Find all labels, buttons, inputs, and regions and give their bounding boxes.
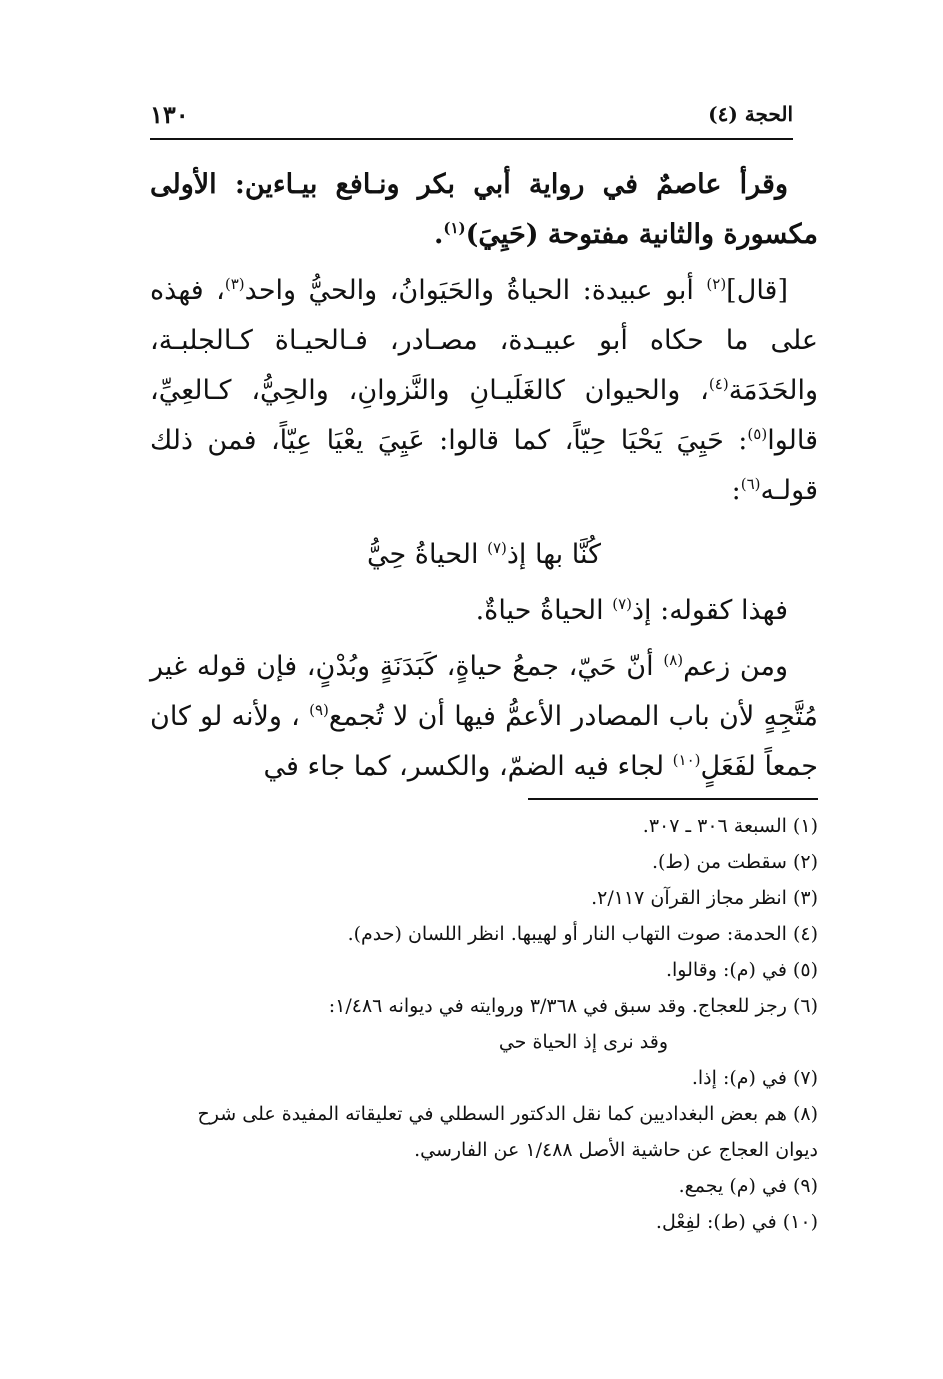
verse-text-a: كُنَّا بها إذ [506,539,601,570]
footnote-ref-7a: (٧) [487,539,507,557]
page-number: ١٣٠ [150,99,189,129]
footnote-item: (١) السبعة ٣٠٦ ـ ٣٠٧. [642,815,818,837]
paragraph-4-text-d: لجاء فيه الضمّ، والكسر، كما جاء في [263,751,673,782]
footnote-item: (١٠) في (ط): لفِعْل. [655,1211,818,1233]
paragraph-4 [150,642,818,792]
footnote-ref-2: (٢) [706,275,727,293]
page-header [150,96,793,140]
paragraph-1-text: وقرأ عاصمٌ في رواية أبي بكر ونـافع بيـاءين: الأولى مكسورة والثانية مفتوحة (حَيِيَ) [150,169,818,250]
paragraph-2-text-a: [قال] [726,275,788,306]
footnote-item: (٩) في (م) يجمع. [678,1175,818,1197]
footnote-verse: وقد نرى إذ الحياة حي [498,1031,668,1053]
paragraph-1 [150,160,818,260]
footnote-item: (٥) في (م): وقالوا. [665,959,818,981]
paragraph-1-end: . [433,219,444,250]
footnotes [150,808,818,1240]
paragraph-2-text-f: : [731,475,741,506]
footnote-item: (٣) انظر مجاز القرآن ٢/١١٧. [591,887,818,909]
footnote-ref-9: (٩) [309,701,329,719]
footnote-item: (٤) الحدمة: صوت التهاب النار أو لهيبها. انظر اللسان (حدم). [347,923,818,945]
footnote-ref-8: (٨) [663,651,684,669]
footnote-ref-5: (٥) [747,425,768,443]
footnote-ref-3: (٣) [224,275,245,293]
paragraph-4-text-a: ومن زعم [683,651,788,682]
footnote-divider [528,798,818,800]
footnote-ref-10: (١٠) [672,751,701,769]
footnote-ref-7b: (٧) [612,595,633,613]
paragraph-2-text-d: ، والحيوان كالغَلَيـانِ والنَّزوانِ، والحِيُّ، كـالعِيِّ، قالوا [150,375,818,456]
paragraph-4-text-b: أنّ حَيّ، جمعُ حياةٍ، كَبَدَنَةٍ وبُدْنٍ، فإن قوله غير مُتَّجِهٍ لأن باب المصادر الأعمُّ فيها أن لا تُجمع [150,651,818,732]
footnote-item: (٧) في (م): إذا. [691,1067,818,1089]
paragraph-2-text-c: ، فهذه على ما حكاه أبو عبيـدة، مصـادر، فـالحيـاة كـالجلبـة، والحَدَمَة [150,275,818,406]
paragraph-4-text-c: ، ولأنه لو كان جمعاً لفَعَلٍ [150,701,818,782]
footnote-ref-4: (٤) [708,375,729,393]
paragraph-3 [150,586,818,636]
paragraph-2-text-b: أبو عبيدة: الحياةُ والحَيَوانُ، والحيُّ واحد [244,275,707,306]
verse-line [150,530,818,580]
paragraph-2-text-e: : حَيِيَ يَحْيَا حِيّاً، كما قالوا: عَيِيَ يعْيَا عِيّاً، فمن ذلك قولـه [150,425,818,506]
paragraph-3-text-b: الحياةُ حياةٌ. [475,595,613,626]
footnote-item: (٢) سقطت من (ط). [651,851,818,873]
paragraph-2 [150,266,818,516]
footnote-item: (٨) هم بعض البغداديين كما نقل الدكتور السطلي في تعليقاته المفيدة على شرح ديوان العجاج عن حاشية الأصل ١/٤٨٨ عن الفارسي. [197,1103,818,1161]
paragraph-3-text-a: فهذا كقوله: إذ [632,595,788,626]
running-title: الحجة (٤) [708,102,793,126]
footnote-ref-1: (١) [443,219,466,237]
footnote-item: (٦) رجز للعجاج. وقد سبق في ٣/٣٦٨ وروايته في ديوانه ١/٤٨٦: [328,995,818,1017]
footnote-ref-6: (٦) [740,475,761,493]
main-text [150,160,818,798]
verse-text-b: الحياةُ حِيُّ [367,539,488,570]
